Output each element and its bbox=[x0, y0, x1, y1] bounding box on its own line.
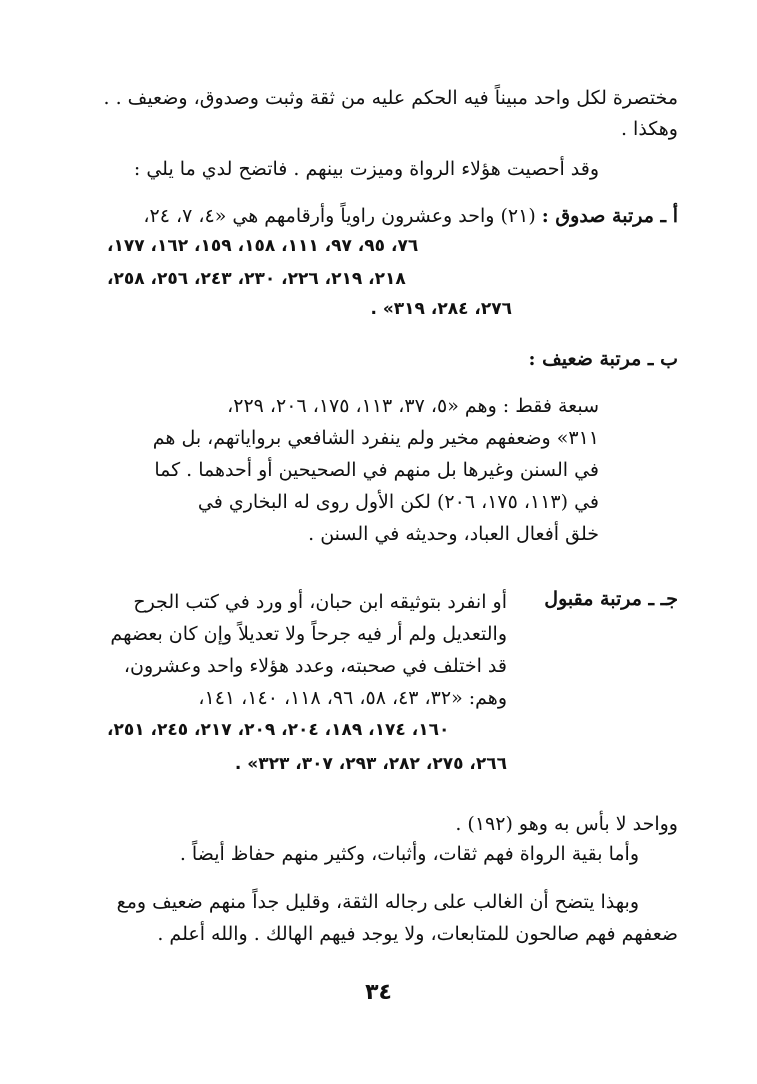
section-c-line-6: ٢٦٦، ٢٧٥، ٢٨٢، ٢٩٣، ٣٠٧، ٣٢٣» . bbox=[234, 754, 507, 774]
section-b-line-5: خلق أفعال العباد، وحديثه في السنن . bbox=[308, 523, 599, 545]
intro-line-2: وهكذا . bbox=[620, 118, 678, 140]
section-c-line-5: ١٦٠، ١٧٤، ١٨٩، ٢٠٤، ٢٠٩، ٢١٧، ٢٤٥، ٢٥١، bbox=[107, 720, 450, 740]
section-a-line-2: ٧٦، ٩٥، ٩٧، ١١١، ١٥٨، ١٥٩، ١٦٢، ١٧٧، bbox=[107, 236, 419, 256]
section-a-line-4: ٢٧٦، ٢٨٤، ٣١٩» . bbox=[370, 299, 512, 319]
section-b-line-4: في (١١٣، ١٧٥، ٢٠٦) لكن الأول روى له البخاري في bbox=[197, 491, 599, 513]
page-number: ٣٤ bbox=[365, 980, 392, 1005]
section-b-line-3: في السنن وغيرها بل منهم في الصحيحين أو أحدهما . كما bbox=[154, 459, 599, 481]
section-a-line-1 bbox=[143, 202, 678, 230]
section-c-line-4: وهم: «٣٢، ٤٣، ٥٨، ٩٦، ١١٨، ١٤٠، ١٤١، bbox=[198, 687, 507, 709]
section-b-line-1: سبعة فقط : وهم «٥، ٣٧، ١١٣، ١٧٥، ٢٠٦، ٢٢٩، bbox=[227, 395, 599, 417]
section-a-line-3: ٢١٨، ٢١٩، ٢٢٦، ٢٣٠، ٢٤٣، ٢٥٦، ٢٥٨، bbox=[107, 269, 406, 289]
outro-line-3: وبهذا يتضح أن الغالب على رجاله الثقة، وقليل جداً منهم ضعيف ومع bbox=[116, 891, 639, 913]
section-c-line-3: قد اختلف في صحبته، وعدد هؤلاء واحد وعشرون، bbox=[123, 655, 507, 677]
section-b-label: ب ـ مرتبة ضعيف : bbox=[528, 348, 678, 370]
section-c-label: جـ ـ مرتبة مقبول bbox=[544, 588, 678, 610]
outro-line-4: ضعفهم فهم صالحون للمتابعات، ولا يوجد فيهم الهالك . والله أعلم . bbox=[157, 923, 678, 945]
outro-line-2: وأما بقية الرواة فهم ثقات، وأثبات، وكثير منهم حفاظ أيضاً . bbox=[179, 843, 639, 865]
outro-line-1: وواحد لا بأس به وهو (١٩٢) . bbox=[455, 813, 678, 835]
section-a-line-1-text: (٢١) واحد وعشرون راوياً وأرقامهم هي «٤، ٧، ٢٤، bbox=[143, 205, 536, 227]
intro-line-1: مختصرة لكل واحد مبيناً فيه الحكم عليه من ثقة وثبت وصدوق، وضعيف . . bbox=[103, 87, 678, 109]
section-c-line-2: والتعديل ولم أر فيه جرحاً ولا تعديلاً وإن كان بعضهم bbox=[110, 623, 507, 645]
section-a-label: أ ـ مرتبة صدوق : bbox=[541, 205, 678, 227]
section-b-line-2: ٣١١» وضعفهم مخير ولم ينفرد الشافعي برواياتهم، بل هم bbox=[152, 427, 599, 449]
intro-line-3: وقد أحصيت هؤلاء الرواة وميزت بينهم . فاتضح لدي ما يلي : bbox=[133, 158, 599, 180]
section-c-line-1: أو انفرد بتوثيقه ابن حبان، أو ورد في كتب الجرح bbox=[133, 591, 507, 613]
